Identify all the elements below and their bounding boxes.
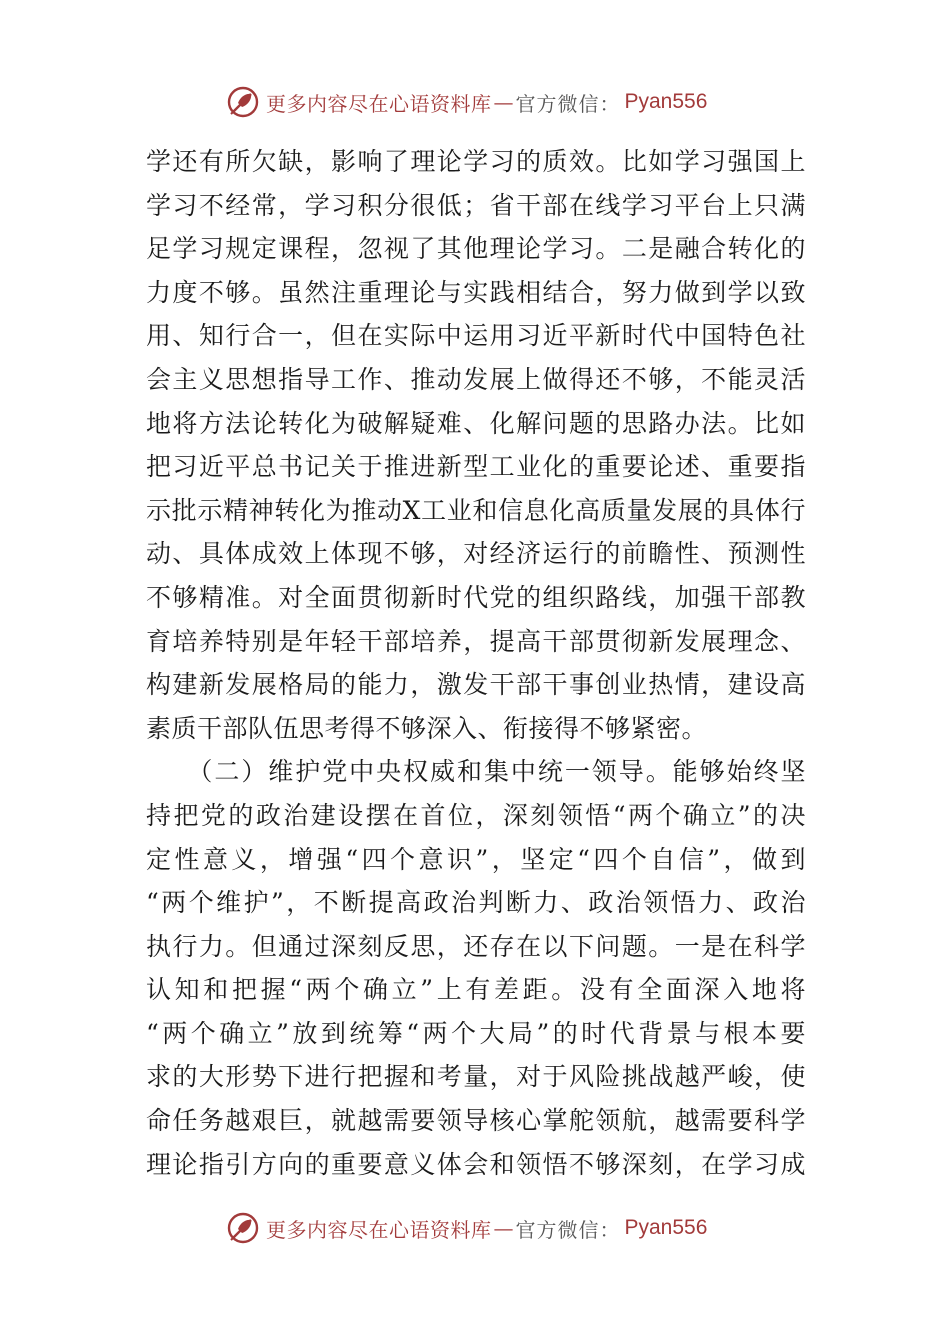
text-line: 足学习规定课程，忽视了其他理论学习。二是融合转化的 [146, 234, 806, 264]
watermark-wechat-label: 官方微信： [515, 1217, 621, 1242]
text-line: “两个确立”放到统筹“两个大局”的时代背景与根本要 [146, 1018, 806, 1048]
quill-logo-icon [226, 85, 260, 119]
text-line: 育培养特别是年轻干部培养，提高干部贯彻新发展理念、 [146, 626, 806, 656]
text-line: 命任务越艰巨，就越需要领导核心掌舵领航，越需要科学 [146, 1106, 806, 1136]
text-line: 定性意义，增强“四个意识”，坚定“四个自信”，做到 [146, 844, 806, 874]
footer-watermark [226, 1210, 707, 1246]
text-line: 会主义思想指导工作、推动发展上做得还不够，不能灵活 [146, 364, 806, 394]
text-line: 求的大形势下进行把握和考量，对于风险挑战越严峻，使 [146, 1062, 806, 1092]
watermark-separator: — [493, 90, 514, 114]
text-line: 执行力。但通过深刻反思，还存在以下问题。一是在科学 [146, 931, 806, 961]
watermark-wechat-id: Pyan556 [624, 90, 708, 113]
watermark-wechat-id: Pyan556 [624, 1216, 708, 1239]
text-line: 认知和把握“两个确立”上有差距。没有全面深入地将 [146, 975, 806, 1005]
text-line: 动、具体成效上体现不够，对经济运行的前瞻性、预测性 [146, 539, 806, 569]
watermark-site-name: 更多内容尽在心语资料库 [266, 91, 492, 116]
watermark-wechat-label: 官方微信： [515, 91, 621, 116]
text-line: 学还有所欠缺，影响了理论学习的质效。比如学习强国上 [146, 147, 806, 176]
text-line: 用、知行合一，但在实际中运用习近平新时代中国特色社 [146, 321, 806, 351]
document-body [146, 140, 806, 1186]
text-line: 不够精准。对全面贯彻新时代党的组织路线，加强干部教 [146, 582, 806, 612]
text-line: 理论指引方向的重要意义体会和领悟不够深刻，在学习成 [146, 1149, 806, 1179]
watermark-separator: — [493, 1216, 514, 1240]
watermark-site-name: 更多内容尽在心语资料库 [266, 1217, 492, 1242]
text-line: 地将方法论转化为破解疑难、化解问题的思路办法。比如 [146, 408, 806, 438]
quill-logo-icon [226, 1211, 260, 1245]
text-line: 学习不经常，学习积分很低；省干部在线学习平台上只满 [146, 190, 806, 220]
text-line: “两个维护”，不断提高政治判断力、政治领悟力、政治 [146, 888, 806, 918]
text-line-paragraph-end: 素质干部队伍思考得不够深入、衔接得不够紧密。 [146, 713, 708, 743]
header-watermark [226, 84, 707, 120]
text-line: 把习近平总书记关于推进新型工业化的重要论述、重要指 [146, 452, 806, 482]
text-line-section-heading: （二）维护党中央权威和集中统一领导。能够始终坚 [146, 757, 806, 787]
text-line: 构建新发展格局的能力，激发干部干事创业热情，建设高 [146, 670, 806, 700]
text-line: 示批示精神转化为推动X工业和信息化高质量发展的具体行 [146, 495, 806, 525]
text-line: 力度不够。虽然注重理论与实践相结合，努力做到学以致 [146, 277, 806, 307]
text-line: 持把党的政治建设摆在首位，深刻领悟“两个确立”的决 [146, 800, 806, 830]
